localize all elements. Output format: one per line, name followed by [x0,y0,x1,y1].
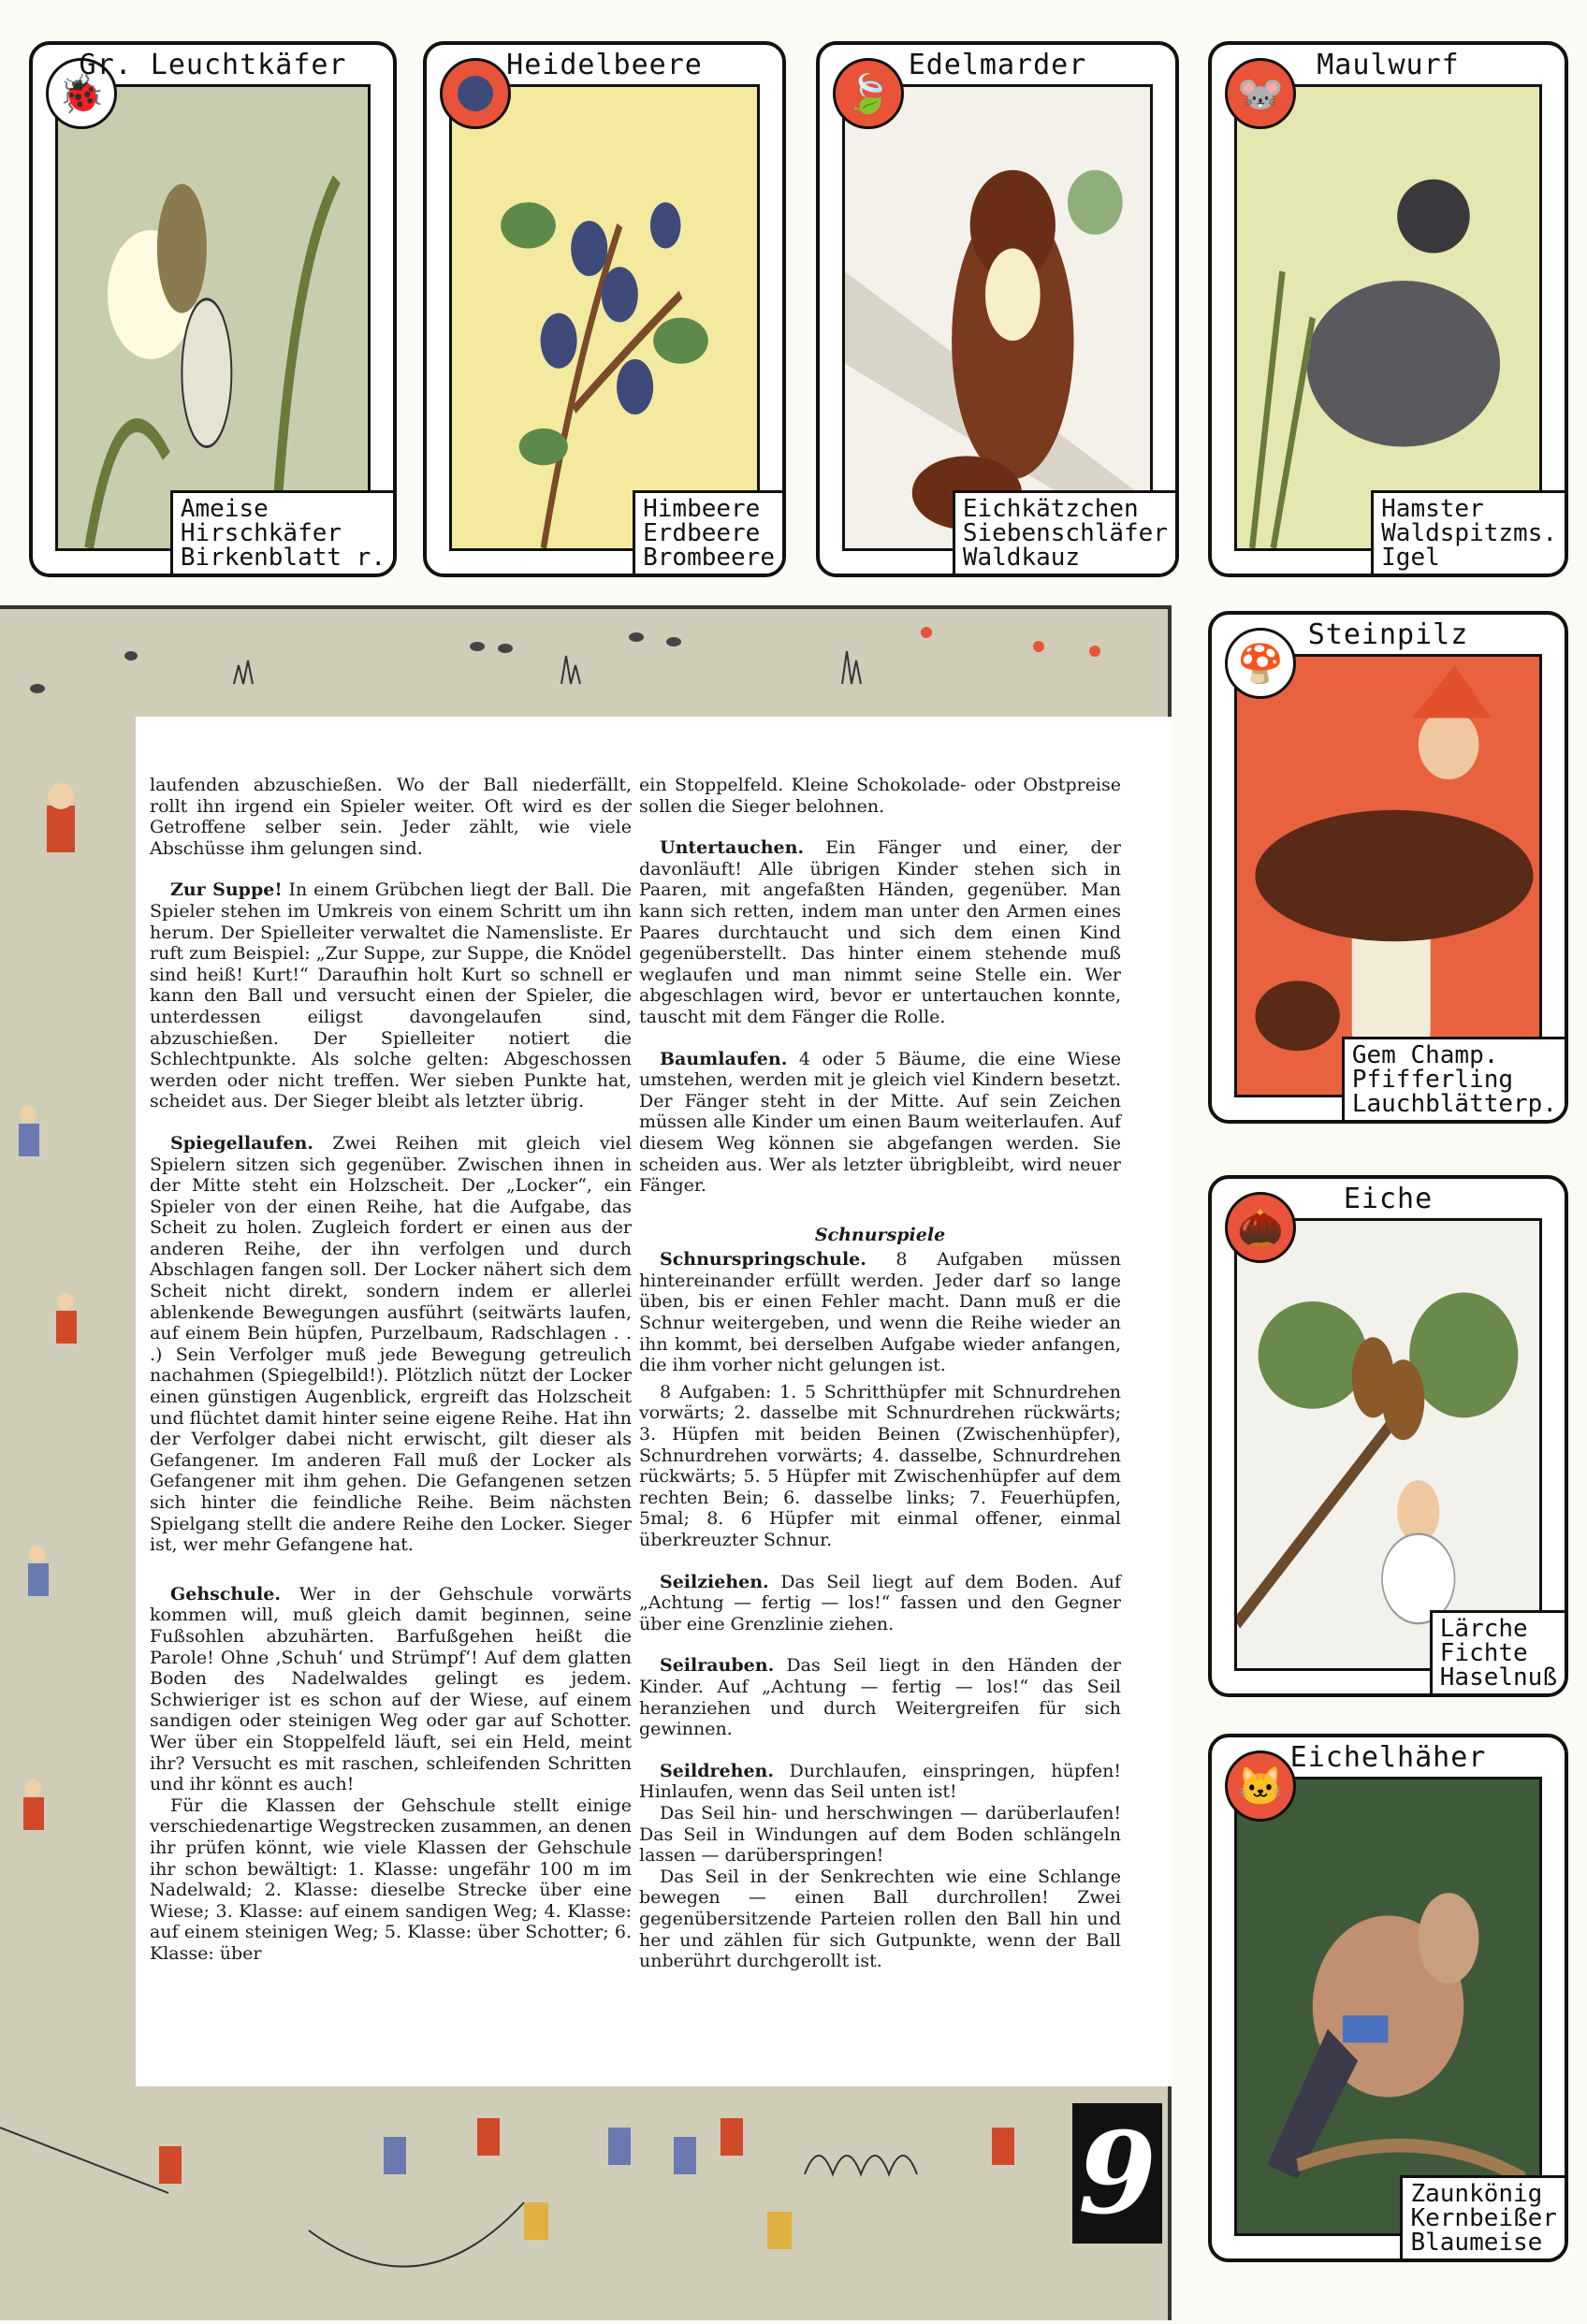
cat-icon: 🐱 [1225,1750,1296,1822]
label: Lärche [1439,1615,1528,1643]
mole-illustration [1237,87,1539,548]
card-labels [170,490,396,576]
text-column-right [639,775,1121,1972]
paragraph: Das Seil hin- und herschwingen — darüberlaufen! Das Seil in Windungen auf dem Boden schlängeln lassen — darüberspringen! [639,1802,1121,1866]
text-column-left [150,775,632,1964]
card-eichelhaeher [1208,1734,1568,2262]
card-illustration [1234,1777,1542,2236]
paragraph-spiegellaufen [150,1133,632,1556]
card-leuchtkaefer [29,41,397,577]
game-heading: Zur Suppe! [170,879,283,901]
label: Gem Champ. [1351,1041,1499,1069]
paragraph: 8 Aufgaben: 1. 5 Schritthüpfer mit Schnurdrehen vorwärts; 2. dasselbe mit Schnurdrehen rückwärts; 3. Hüpfen mit beiden Beinen (Zwischenhüpfer), Schnurdrehen vorwärts; 4. dasselbe, Schnurdrehen rückwärts; 5. 5 Hüpfer mit Zwischenhüpfer auf dem rechten Bein; 6. dasselbe links; 7. Feuerhüpfen, 5mal; 8. 6 Hüpfer mit einmal offener, einmal überkreuzter Schnur. [639,1381,1121,1550]
paragraph-text: 8 Aufgaben müssen hintereinander erfüllt werden. Jeder darf so lange üben, bis er einen Fehler macht. Dann muß er die Schnur weitergeben, und wenn die Reihe wieder an ihn kommt, bei derselben Aufgabe wieder anfangen, die ihm vorher nicht gelungen ist. [639,1249,1121,1376]
label: Fichte [1439,1639,1528,1667]
ladybug-icon: 🐞 [46,58,117,129]
label: Kernbeißer [1410,2204,1557,2232]
paragraph-text: 4 oder 5 Bäume, die eine Wiese umstehen, werden mit je gleich viel Kindern besetzt. Der Fänger steht in der Mitte. Auf sein Zeichen müssen alle Kinder um einen Baum weiterlaufen. Auf diesem Weg können sie abgefangen werden. Sie scheiden aus. Wer als letzter übrigbleibt, wird neuer Fänger. [639,1048,1121,1197]
section-heading: Schnurspiele [814,1224,946,1245]
children-playing-margin [0,731,136,2228]
paragraph-gehschule [150,1584,632,1795]
card-labels [1371,490,1567,576]
card-labels [953,490,1178,576]
label: Himbeere [643,495,761,523]
card-title: Gr. Leuchtkäfer [79,49,347,81]
label: Hamster [1381,495,1484,523]
card-maulwurf [1208,41,1568,577]
card-illustration [1234,1218,1542,1671]
label: Lauchblätterp. [1351,1090,1557,1118]
label: Zaunkönig [1410,2180,1543,2208]
paragraph-text: In einem Grübchen liegt der Ball. Die Spieler stehen im Umkreis von einem Schritt um ihn herum. Der Spielleiter verwaltet die Namensliste. Er ruft zum Beispiel: „Zur Suppe, zur Suppe, die Knödel sind heiß! Kurt!“ Daraufhin holt Kurt so schnell er kann den Ball und versucht einen der Spieler, die unterdessen eiligst davongelaufen sind, abzuschießen. Der Spielleiter notiert die Schlechtpunkte. Als solche gelten: Abgeschossen werden oder nicht treffen. Wer sieben Punkte hat, scheidet aus. Der Sieger bleibt als letzter übrig. [150,879,633,1112]
mushroom-icon: 🍄 [1225,628,1296,699]
paragraph-baumlaufen [639,1049,1121,1197]
label: Siebenschläfer [962,519,1168,547]
jay-illustration [1237,1779,1539,2233]
label: Haselnuß [1439,1663,1557,1692]
game-heading: Gehschule. [170,1583,281,1605]
grass-flowers-border [0,609,1170,721]
card-title: Eiche [1343,1183,1434,1215]
card-title: Edelmarder [908,49,1087,81]
label: Waldkauz [962,544,1081,572]
paragraph-schnurspringschule [639,1249,1121,1376]
page-number: 9 [1072,2103,1162,2244]
paragraph-text: Wer in der Gehschule vorwärts kommen will, muß gleich damit beginnen, seine Fußsohlen abzuhärten. Barfußgehen heißt die Parole! Ohne ‚Schuh‘ und Strümpf‘! Auf dem glatten Boden des Nadelwaldes gelingt es jedem. Schwieriger ist es schon auf der Wiese, auf einem sandigen oder steinigen Weg oder gar auf Schotter. Wer über ein Stoppelfeld läuft, sei ein Held, meint ihr? Versucht es mit raschen, schleifenden Schritten und ihr könnt es auch! [150,1583,632,1795]
card-illustration [449,84,760,551]
paragraph-text: Das Seil liegt in den Händen der Kinder. Auf „Achtung — fertig — los!“ das Seil heranziehen und durch Weitergreifen für sich gewinnen. [639,1655,1121,1740]
card-illustration [842,84,1153,551]
label: Erdbeere [643,519,761,547]
marten-illustration [845,87,1150,548]
paragraph-text: Zwei Reihen mit gleich viel Spielern sitzen sich gegenüber. Zwischen ihnen in der Mitte steht ein Holzscheit. Der „Locker“, ein Spieler von der einen Reihe, hat die Aufgabe, das Scheit zu holen. Zugleich fordert er einen aus der anderen Reihe, der ihn verfolgen und durch Abschlagen fangen soll. Der Locker nähert sich dem Scheit nicht direkt, sondern indem er allerlei ablenkende Bewegungen ausführt (seitwärts laufen, auf einem Bein hüpfen, Purzelbaum, Radschlagen . . .) Sein Verfolger muß jede Bewegung getreulich nachahmen (Spiegelbild!). Plötzlich nützt der Locker einen günstigen Augenblick, ergreift das Holzscheit und flüchtet damit hinter seine eigene Reihe. Hat ihn der Verfolger dabei nicht erwischt, gilt dieser als Gefangener. Im anderen Fall muß der Locker als Gefangener mit ihm gehen. Die Gefangenen setzen sich hinter die feindliche Reihe. Beim nächsten Spielgang stellt die andere Reihe den Locker. Sieger ist, wer mehr Gefangene hat. [150,1132,632,1556]
firefly-illustration [58,87,368,548]
leaf-icon: 🍃 [833,58,904,129]
card-labels [1342,1037,1567,1123]
label: Pfifferling [1351,1066,1514,1094]
blueberry-illustration [452,87,757,548]
paragraph-zur-suppe [150,879,632,1112]
paragraph-text: Ein Fänger und einer, der davonläuft! Alle übrigen Kinder stehen sich in Paaren, mit angefaßten Händen, gegenüber. Man kann sich retten, indem man unter den Armen eines Paares durchtaucht und sich dem einen Kind gegenüberstellt. Das hinter einem stehende muß weglaufen und man nimmt seine Stelle ein. Wer abgeschlagen wird, bevor er untertauchen konnte, tauscht mit dem Fänger die Rolle. [639,837,1121,1027]
children-rope-games-border [0,2090,1170,2324]
card-labels [1430,1610,1567,1696]
game-heading: Untertauchen. [660,837,805,859]
label: Hirschkäfer [180,519,342,547]
card-title: Steinpilz [1307,618,1469,651]
label: Eichkätzchen [962,495,1139,523]
label: Igel [1381,544,1440,572]
card-illustration [1234,84,1542,551]
acorn-icon: 🌰 [1225,1192,1296,1263]
card-title: Heidelbeere [506,49,703,81]
game-heading: Baumlaufen. [660,1048,788,1069]
paragraph-seildrehen [639,1761,1121,1803]
game-heading: Seilziehen. [660,1571,769,1592]
paragraph-untertauchen [639,837,1121,1027]
paragraph-seilrauben [639,1655,1121,1739]
oak-illustration [1237,1221,1539,1668]
game-heading: Spiegellaufen. [170,1132,313,1154]
card-edelmarder [816,41,1179,577]
card-illustration [55,84,371,551]
paragraph: Das Seil in der Senkrechten wie eine Schlange bewegen — einen Ball durchrollen! Zwei gegenübersitzende Parteien rollen den Ball hin und her und zählen für sich Gutpunkte, wenn der Ball unberührt durchgerollt ist. [639,1866,1121,1972]
card-title: Eichelhäher [1289,1741,1487,1774]
label: Waldspitzms. [1381,519,1557,547]
card-heidelbeere [423,41,786,577]
paragraph: ein Stoppelfeld. Kleine Schokolade- oder Obstpreise sollen die Sieger belohnen. [639,775,1121,817]
mouse-icon: 🐭 [1225,58,1296,129]
card-title: Maulwurf [1317,49,1460,81]
paragraph-text: Durchlaufen, einspringen, hüpfen! Hinlaufen, wenn das Seil unten ist! [639,1760,1121,1803]
card-labels [633,490,785,576]
game-heading: Seilrauben. [660,1655,775,1677]
paragraph-seilziehen [639,1572,1121,1635]
card-illustration [1234,654,1542,1097]
card-labels [1400,2175,1567,2261]
mushroom-illustration [1237,657,1539,1095]
card-eiche [1208,1175,1568,1697]
game-heading: Seildrehen. [660,1760,774,1781]
card-steinpilz [1208,611,1568,1124]
label: Birkenblatt r. [180,544,386,572]
paragraph-text: Das Seil liegt auf dem Boden. Auf „Achtung — fertig — los!“ fassen und den Gegner über eine Grenzlinie ziehen. [639,1571,1121,1634]
label: Blaumeise [1410,2229,1543,2257]
label: Brombeere [643,544,775,572]
game-heading: Schnurspringschule. [660,1249,866,1271]
label: Ameise [180,495,269,523]
paragraph: Für die Klassen der Gehschule stellt einige verschiedenartige Wegstrecken zusammen, an denen ihr prüfen könnt, wie viele Klassen der Gehschule ihr schon bewältigt: 1. Klasse: ungefähr 100 m im Nadelwald; 2. Klasse: dieselbe Strecke über eine Wiese; 3. Klasse: auf einem sandigen Weg; 4. Klasse: auf einem steinigen Weg; 5. Klasse: über Schotter; 6. Klasse: über [150,1794,632,1964]
paragraph: laufenden abzuschießen. Wo der Ball niederfällt, rollt ihn irgend ein Spieler weiter. Oft wird es der Getroffene selber sein. Jeder zählt, wie viele Abschüsse ihm gelungen sind. [150,775,632,859]
